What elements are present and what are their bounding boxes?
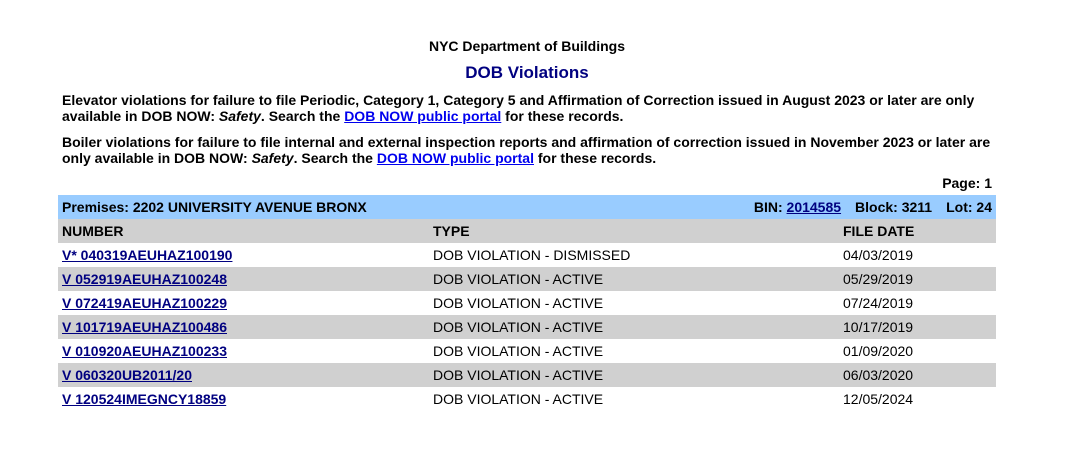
violation-number-cell bbox=[58, 387, 429, 411]
violation-type: DOB VIOLATION - DISMISSED bbox=[429, 243, 839, 267]
violation-file-date: 07/24/2019 bbox=[839, 291, 996, 315]
header-number: NUMBER bbox=[58, 219, 429, 243]
premises-address: Premises: 2202 UNIVERSITY AVENUE BRONX bbox=[58, 195, 839, 219]
agency-name: NYC Department of Buildings bbox=[428, 38, 625, 54]
violation-number-link[interactable]: V 010920AEUHAZ100233 bbox=[62, 343, 227, 359]
violation-number-cell bbox=[58, 315, 429, 339]
page-number: Page: 1 bbox=[942, 175, 992, 191]
elevator-notice-mid: . Search the bbox=[260, 108, 345, 124]
violation-number-cell bbox=[58, 339, 429, 363]
violation-number-link[interactable]: V 120524IMEGNCY18859 bbox=[62, 391, 227, 407]
boiler-notice-text: Boiler violations for failure to file internal and external inspection reports and affirmation of correction issued in November 2023 or later are only available in DOB NOW: bbox=[62, 134, 991, 166]
violation-number-cell bbox=[58, 363, 429, 387]
violation-type: DOB VIOLATION - ACTIVE bbox=[429, 339, 839, 363]
table-row bbox=[58, 387, 996, 411]
violation-number-link[interactable]: V 052919AEUHAZ100248 bbox=[62, 271, 227, 287]
violation-type: DOB VIOLATION - ACTIVE bbox=[429, 363, 839, 387]
elevator-notice-italic: Safety bbox=[218, 108, 261, 124]
header-file-date: FILE DATE bbox=[839, 219, 996, 243]
table-header-row bbox=[58, 219, 996, 243]
elevator-portal-link[interactable]: DOB NOW public portal bbox=[344, 108, 502, 124]
boiler-notice-post: for these records. bbox=[533, 150, 657, 166]
violation-number-link[interactable]: V* 040319AEUHAZ100190 bbox=[62, 247, 233, 263]
table-row bbox=[58, 315, 996, 339]
violation-type: DOB VIOLATION - ACTIVE bbox=[429, 387, 839, 411]
boiler-notice bbox=[62, 134, 992, 166]
violations-table bbox=[58, 195, 996, 411]
elevator-notice-text: Elevator violations for failure to file Periodic, Category 1, Category 5 and Affirmation of Correction issued in August 2023 or later are only available in DOB NOW: bbox=[62, 92, 975, 124]
violation-number-cell bbox=[58, 267, 429, 291]
violation-type: DOB VIOLATION - ACTIVE bbox=[429, 267, 839, 291]
violation-file-date: 12/05/2024 bbox=[839, 387, 996, 411]
violation-file-date: 05/29/2019 bbox=[839, 267, 996, 291]
header-type: TYPE bbox=[429, 219, 839, 243]
violation-number-link[interactable]: V 060320UB2011/20 bbox=[62, 367, 192, 383]
table-row bbox=[58, 243, 996, 267]
block-value: Block: 3211 bbox=[855, 199, 933, 215]
premises-row bbox=[58, 195, 996, 219]
table-row bbox=[58, 267, 996, 291]
page-title: DOB Violations bbox=[465, 63, 589, 82]
violation-file-date: 06/03/2020 bbox=[839, 363, 996, 387]
boiler-portal-link[interactable]: DOB NOW public portal bbox=[376, 150, 534, 166]
violation-number-link[interactable]: V 101719AEUHAZ100486 bbox=[62, 319, 227, 335]
table-row bbox=[58, 291, 996, 315]
violation-number-link[interactable]: V 072419AEUHAZ100229 bbox=[62, 295, 227, 311]
elevator-notice bbox=[62, 92, 992, 124]
table-row bbox=[58, 363, 996, 387]
boiler-notice-italic: Safety bbox=[251, 150, 294, 166]
table-row bbox=[58, 339, 996, 363]
violation-type: DOB VIOLATION - ACTIVE bbox=[429, 315, 839, 339]
violation-file-date: 01/09/2020 bbox=[839, 339, 996, 363]
violation-file-date: 04/03/2019 bbox=[839, 243, 996, 267]
violation-number-cell bbox=[58, 291, 429, 315]
violation-type: DOB VIOLATION - ACTIVE bbox=[429, 291, 839, 315]
bin-link[interactable]: 2014585 bbox=[786, 199, 842, 215]
boiler-notice-mid: . Search the bbox=[293, 150, 377, 166]
violation-file-date: 10/17/2019 bbox=[839, 315, 996, 339]
bin-label: BIN: bbox=[753, 199, 783, 215]
premises-ids bbox=[753, 195, 996, 219]
elevator-notice-post: for these records. bbox=[501, 108, 624, 124]
lot-value: Lot: 24 bbox=[946, 199, 992, 215]
violation-number-cell bbox=[58, 243, 429, 267]
